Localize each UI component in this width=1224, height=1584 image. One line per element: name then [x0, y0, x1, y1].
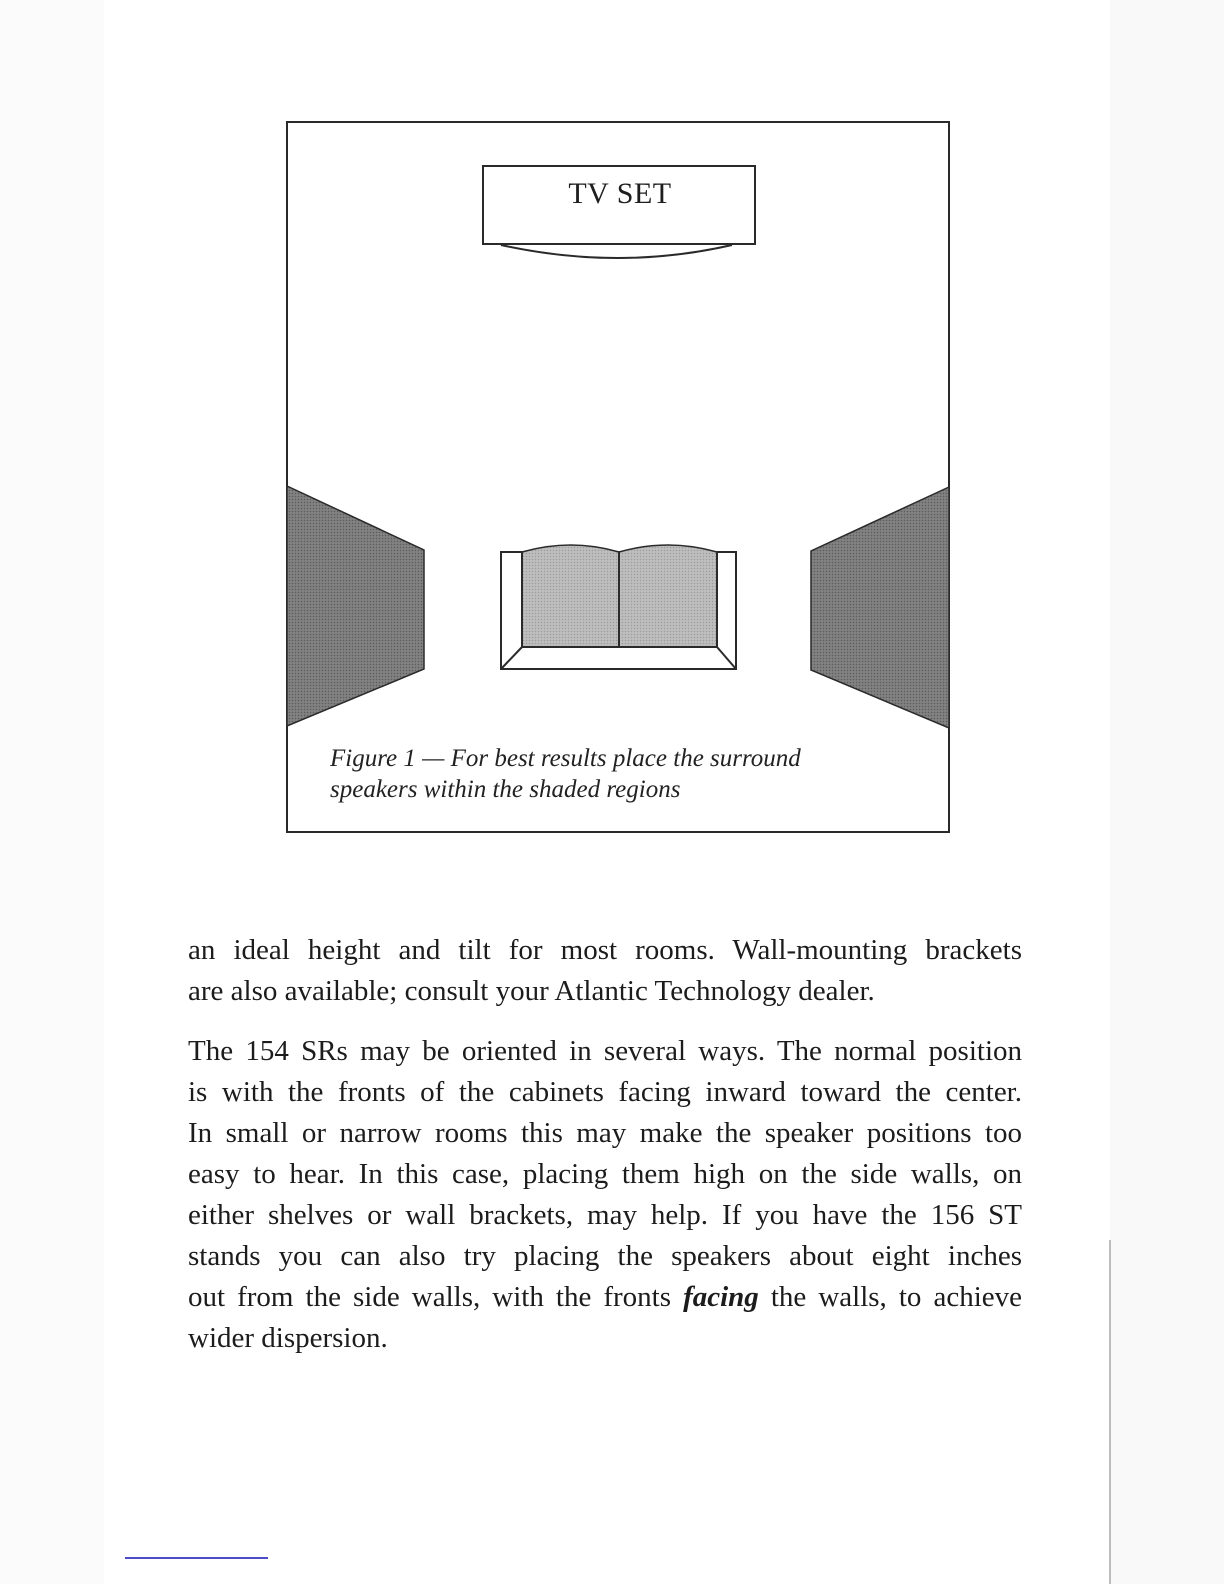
text-segment: out from the side walls, with the fronts	[188, 1281, 684, 1313]
text-line: either shelves or wall brackets, may help. If you have the 156 ST	[188, 1199, 1022, 1231]
text-line: stands you can also try placing the speakers about eight inches	[188, 1240, 1022, 1272]
page-margin-left	[0, 0, 104, 1584]
page-edge-line	[1109, 1240, 1111, 1584]
left-speaker-region	[287, 486, 424, 726]
footnote-rule	[125, 1557, 268, 1559]
text-line: easy to hear. In this case, placing them high on the side walls, on	[188, 1158, 1022, 1190]
page-margin-right	[1110, 0, 1224, 1584]
text-segment: the walls, to achieve	[758, 1281, 1022, 1313]
body-text	[188, 930, 1022, 1359]
room-layout-figure	[286, 121, 950, 833]
caption-line: speakers within the shaded regions	[330, 776, 681, 803]
figure-caption	[330, 743, 920, 805]
tv-screen-curve	[501, 245, 732, 258]
paragraph-2	[188, 1031, 1022, 1359]
text-line: wider dispersion.	[188, 1322, 388, 1354]
text-line: In small or narrow rooms this may make the speaker positions too	[188, 1117, 1022, 1149]
text-line: The 154 SRs may be oriented in several ways. The normal position	[188, 1035, 1022, 1067]
text-line: an ideal height and tilt for most rooms. Wall-mounting brackets	[188, 934, 1022, 966]
paragraph-1	[188, 930, 1022, 1012]
emphasized-word: facing	[683, 1281, 759, 1313]
text-line: is with the fronts of the cabinets facing inward toward the center.	[188, 1076, 1022, 1108]
text-line: are also available; consult your Atlantic Technology dealer.	[188, 975, 875, 1007]
tv-set-label: TV SET	[568, 177, 672, 210]
text-line-with-emphasis	[188, 1277, 1022, 1318]
sofa	[501, 545, 736, 669]
caption-line: Figure 1 — For best results place the surround	[330, 745, 801, 772]
room-diagram	[286, 121, 950, 833]
right-speaker-region	[811, 487, 949, 728]
